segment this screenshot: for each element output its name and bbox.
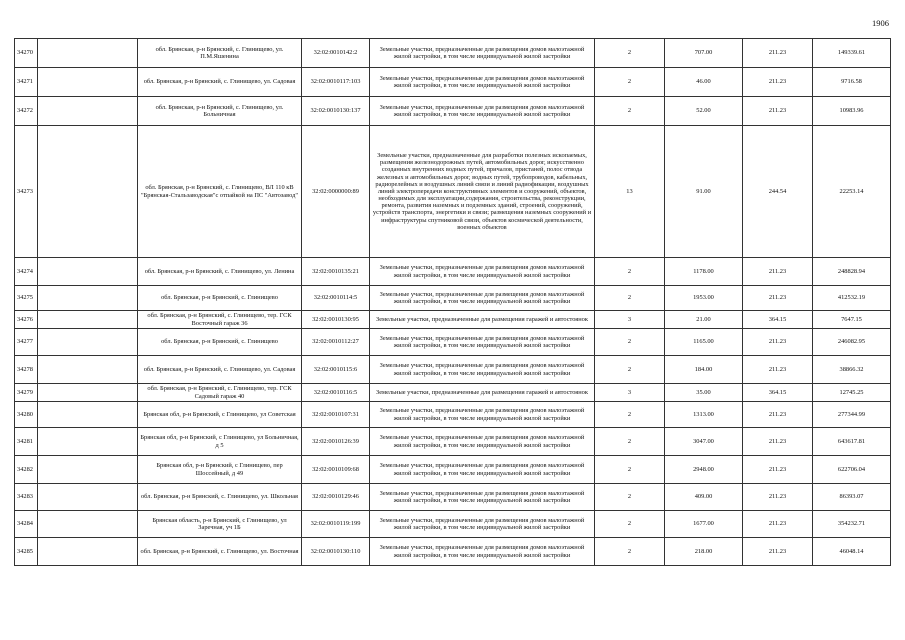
area-cell: 2948.00: [665, 456, 743, 484]
area-cell: 21.00: [665, 311, 743, 329]
address-cell: Брянская обл, р-н Брянский, с Глинищево, ул Советская: [138, 402, 302, 428]
specific-value-cell: 211.23: [743, 428, 813, 456]
table-row: [15, 329, 891, 356]
cadastral-number-cell: 32:02:0010112:27: [302, 329, 370, 356]
land-use-cell: Земельные участки, предназначенные для размещения домов малоэтажной жилой застройки, в том числе индивидуальной жилой застройки: [370, 329, 595, 356]
cadastral-value-cell: 12745.25: [813, 384, 891, 402]
cadastral-number-cell: 32:02:0010126:39: [302, 428, 370, 456]
empty-cell: [38, 68, 138, 97]
land-use-cell: Земельные участки, предназначенные для размещения домов малоэтажной жилой застройки, в том числе индивидуальной жилой застройки: [370, 511, 595, 538]
table-row: [15, 68, 891, 97]
cadastral-value-cell: 86393.07: [813, 484, 891, 511]
cadastral-number-cell: 32:02:0010142:2: [302, 39, 370, 68]
cadastral-value-cell: 643617.81: [813, 428, 891, 456]
category-code-cell: 2: [595, 484, 665, 511]
table-row: [15, 97, 891, 126]
category-code-cell: 2: [595, 538, 665, 566]
row-number: 34285: [15, 538, 38, 566]
address-cell: обл. Брянская, р-н Брянский, с. Глинищево, ул. Ленина: [138, 258, 302, 286]
table-row: [15, 311, 891, 329]
cadastral-value-cell: 412532.19: [813, 286, 891, 311]
row-number: 34274: [15, 258, 38, 286]
cadastral-number-cell: 32:02:0010107:31: [302, 402, 370, 428]
specific-value-cell: 211.23: [743, 456, 813, 484]
empty-cell: [38, 384, 138, 402]
land-use-cell: Земельные участки, предназначенные для размещения гаражей и автостоянок: [370, 384, 595, 402]
empty-cell: [38, 286, 138, 311]
address-cell: обл. Брянская, р-н Брянский, с. Глинищево, тер. ГСК Восточный гараж 36: [138, 311, 302, 329]
specific-value-cell: 211.23: [743, 97, 813, 126]
land-use-cell: Земельные участки, предназначенные для размещения домов малоэтажной жилой застройки, в том числе индивидуальной жилой застройки: [370, 456, 595, 484]
category-code-cell: 2: [595, 286, 665, 311]
specific-value-cell: 211.23: [743, 538, 813, 566]
cadastral-value-table: [14, 38, 891, 566]
table-row: [15, 511, 891, 538]
specific-value-cell: 211.23: [743, 484, 813, 511]
cadastral-number-cell: 32:02:0010114:5: [302, 286, 370, 311]
area-cell: 91.00: [665, 126, 743, 258]
category-code-cell: 2: [595, 258, 665, 286]
cadastral-number-cell: 32:02:0010135:21: [302, 258, 370, 286]
cadastral-value-cell: 277344.99: [813, 402, 891, 428]
cadastral-number-cell: 32:02:0010119:199: [302, 511, 370, 538]
land-use-cell: Земельные участки, предназначенные для размещения домов малоэтажной жилой застройки, в том числе индивидуальной жилой застройки: [370, 538, 595, 566]
row-number: 34282: [15, 456, 38, 484]
row-number: 34283: [15, 484, 38, 511]
land-use-cell: Земельные участки, предназначенные для размещения домов малоэтажной жилой застройки, в том числе индивидуальной жилой застройки: [370, 484, 595, 511]
cadastral-value-cell: 149339.61: [813, 39, 891, 68]
area-cell: 707.00: [665, 39, 743, 68]
cadastral-number-cell: 32:02:0010109:68: [302, 456, 370, 484]
cadastral-value-cell: 9716.58: [813, 68, 891, 97]
land-use-cell: Земельные участки, предназначенные для размещения домов малоэтажной жилой застройки, в том числе индивидуальной жилой застройки: [370, 97, 595, 126]
table-row: [15, 126, 891, 258]
cadastral-value-cell: 622706.04: [813, 456, 891, 484]
land-use-cell: Земельные участки, предназначенные для разработки полезных ископаемых, размещения железнодорожных путей, автомобильных дорог, искусственно созданных внутренних водных путей, причалов, пристаней, полос отвода железных и автомобильных дорог, водных путей, трубопроводов, кабельных, радиорелейных и воздушных линий связи и линий радиофикации, воздушных линий электропередачи конструктивных элементов и сооружений, объектов, необходимых для эксплуатации,содержания, строительства, реконструкции, ремонта, развития наземных и подземных зданий, строений, сооружений, устройств транспорта, энергетики и связи; размещения наземных сооружений и инфраструктуры спутниковой связи, объектов космической деятельности, военных объектов: [370, 126, 595, 258]
table-row: [15, 456, 891, 484]
cadastral-number-cell: 32:02:0010117:103: [302, 68, 370, 97]
area-cell: 184.00: [665, 356, 743, 384]
specific-value-cell: 364.15: [743, 384, 813, 402]
area-cell: 218.00: [665, 538, 743, 566]
cadastral-value-cell: 246082.95: [813, 329, 891, 356]
empty-cell: [38, 258, 138, 286]
address-cell: Брянская обл, р-н Брянский, с Глинищево, пер Шоссейный, д 49: [138, 456, 302, 484]
area-cell: 52.00: [665, 97, 743, 126]
address-cell: обл. Брянская, р-н Брянский, с. Глинищево, тер. ГСК Садовый гараж 40: [138, 384, 302, 402]
row-number: 34284: [15, 511, 38, 538]
area-cell: 1178.00: [665, 258, 743, 286]
table-row: [15, 538, 891, 566]
land-use-cell: Земельные участки, предназначенные для размещения домов малоэтажной жилой застройки, в том числе индивидуальной жилой застройки: [370, 428, 595, 456]
land-use-cell: Земельные участки, предназначенные для размещения домов малоэтажной жилой застройки, в том числе индивидуальной жилой застройки: [370, 402, 595, 428]
table-row: [15, 39, 891, 68]
table-row: [15, 356, 891, 384]
specific-value-cell: 244.54: [743, 126, 813, 258]
area-cell: 1953.00: [665, 286, 743, 311]
category-code-cell: 13: [595, 126, 665, 258]
area-cell: 1313.00: [665, 402, 743, 428]
empty-cell: [38, 329, 138, 356]
area-cell: 3047.00: [665, 428, 743, 456]
specific-value-cell: 211.23: [743, 258, 813, 286]
category-code-cell: 2: [595, 428, 665, 456]
empty-cell: [38, 428, 138, 456]
specific-value-cell: 211.23: [743, 511, 813, 538]
cadastral-value-cell: 354232.71: [813, 511, 891, 538]
category-code-cell: 2: [595, 356, 665, 384]
land-use-cell: Земельные участки, предназначенные для размещения гаражей и автостоянок: [370, 311, 595, 329]
address-cell: обл. Брянская, р-н Брянский, с. Глинищево: [138, 286, 302, 311]
area-cell: 1677.00: [665, 511, 743, 538]
empty-cell: [38, 311, 138, 329]
address-cell: обл. Брянская, р-н Брянский, с. Глинищево, ВЛ 110 кВ "Брянская-Стальзаводская"с отпайкой на ПС "Автозавод": [138, 126, 302, 258]
row-number: 34272: [15, 97, 38, 126]
table-row: [15, 258, 891, 286]
address-cell: обл. Брянская, р-н Брянский, с. Глинищево, ул. П.М.Яшенина: [138, 39, 302, 68]
cadastral-value-cell: 248828.94: [813, 258, 891, 286]
address-cell: Брянская область, р-н Брянский, с Глинищево, ул Заречная, уч 1Б: [138, 511, 302, 538]
address-cell: Брянская обл, р-н Брянский, с Глинищево, ул Больничная, д 5: [138, 428, 302, 456]
cadastral-value-cell: 22253.14: [813, 126, 891, 258]
cadastral-number-cell: 32:02:0000000:89: [302, 126, 370, 258]
row-number: 34270: [15, 39, 38, 68]
address-cell: обл. Брянская, р-н Брянский, с. Глинищево, ул. Садовая: [138, 68, 302, 97]
row-number: 34279: [15, 384, 38, 402]
cadastral-number-cell: 32:02:0010130:110: [302, 538, 370, 566]
cadastral-value-cell: 7647.15: [813, 311, 891, 329]
land-use-cell: Земельные участки, предназначенные для размещения домов малоэтажной жилой застройки, в том числе индивидуальной жилой застройки: [370, 258, 595, 286]
category-code-cell: 2: [595, 456, 665, 484]
category-code-cell: 2: [595, 511, 665, 538]
empty-cell: [38, 484, 138, 511]
specific-value-cell: 364.15: [743, 311, 813, 329]
table-row: [15, 384, 891, 402]
table-row: [15, 484, 891, 511]
empty-cell: [38, 97, 138, 126]
row-number: 34281: [15, 428, 38, 456]
row-number: 34278: [15, 356, 38, 384]
category-code-cell: 2: [595, 68, 665, 97]
row-number: 34275: [15, 286, 38, 311]
land-use-cell: Земельные участки, предназначенные для размещения домов малоэтажной жилой застройки, в том числе индивидуальной жилой застройки: [370, 356, 595, 384]
address-cell: обл. Брянская, р-н Брянский, с. Глинищево, ул. Больничная: [138, 97, 302, 126]
cadastral-value-cell: 46048.14: [813, 538, 891, 566]
row-number: 34273: [15, 126, 38, 258]
cadastral-number-cell: 32:02:0010129:46: [302, 484, 370, 511]
table-row: [15, 286, 891, 311]
empty-cell: [38, 126, 138, 258]
empty-cell: [38, 456, 138, 484]
specific-value-cell: 211.23: [743, 39, 813, 68]
empty-cell: [38, 39, 138, 68]
specific-value-cell: 211.23: [743, 402, 813, 428]
address-cell: обл. Брянская, р-н Брянский, с. Глинищево, ул. Садовая: [138, 356, 302, 384]
address-cell: обл. Брянская, р-н Брянский, с. Глинищево: [138, 329, 302, 356]
page-number: 1906: [872, 18, 889, 28]
category-code-cell: 2: [595, 402, 665, 428]
specific-value-cell: 211.23: [743, 286, 813, 311]
area-cell: 46.00: [665, 68, 743, 97]
cadastral-value-cell: 38866.32: [813, 356, 891, 384]
area-cell: 1165.00: [665, 329, 743, 356]
category-code-cell: 3: [595, 311, 665, 329]
specific-value-cell: 211.23: [743, 356, 813, 384]
specific-value-cell: 211.23: [743, 329, 813, 356]
empty-cell: [38, 356, 138, 384]
cadastral-number-cell: 32:02:0010115:6: [302, 356, 370, 384]
category-code-cell: 2: [595, 329, 665, 356]
row-number: 34280: [15, 402, 38, 428]
cadastral-value-cell: 10983.96: [813, 97, 891, 126]
land-use-cell: Земельные участки, предназначенные для размещения домов малоэтажной жилой застройки, в том числе индивидуальной жилой застройки: [370, 39, 595, 68]
table-row: [15, 428, 891, 456]
cadastral-number-cell: 32:02:0010130:95: [302, 311, 370, 329]
land-use-cell: Земельные участки, предназначенные для размещения домов малоэтажной жилой застройки, в том числе индивидуальной жилой застройки: [370, 68, 595, 97]
category-code-cell: 3: [595, 384, 665, 402]
address-cell: обл. Брянская, р-н Брянский, с. Глинищево, ул. Школьная: [138, 484, 302, 511]
empty-cell: [38, 402, 138, 428]
specific-value-cell: 211.23: [743, 68, 813, 97]
cadastral-number-cell: 32:02:0010116:5: [302, 384, 370, 402]
empty-cell: [38, 511, 138, 538]
area-cell: 409.00: [665, 484, 743, 511]
land-use-cell: Земельные участки, предназначенные для размещения домов малоэтажной жилой застройки, в том числе индивидуальной жилой застройки: [370, 286, 595, 311]
area-cell: 35.00: [665, 384, 743, 402]
empty-cell: [38, 538, 138, 566]
category-code-cell: 2: [595, 97, 665, 126]
row-number: 34277: [15, 329, 38, 356]
row-number: 34276: [15, 311, 38, 329]
row-number: 34271: [15, 68, 38, 97]
cadastral-number-cell: 32:02:0010130:137: [302, 97, 370, 126]
address-cell: обл. Брянская, р-н Брянский, с. Глинищево, ул. Восточная: [138, 538, 302, 566]
table-row: [15, 402, 891, 428]
category-code-cell: 2: [595, 39, 665, 68]
